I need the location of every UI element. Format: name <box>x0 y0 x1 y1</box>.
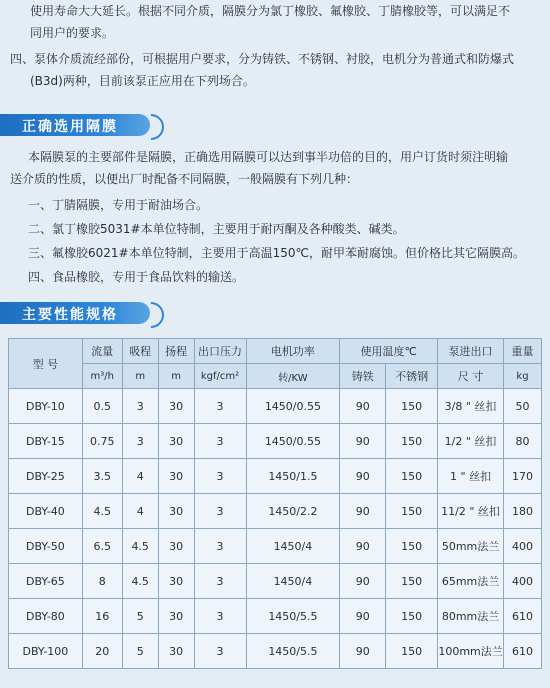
cell-suction: 4.5 <box>122 529 158 564</box>
header-outlet-pressure-unit: kgf/cm² <box>194 364 246 389</box>
cell-weight: 610 <box>504 599 542 634</box>
cell-flow: 4.5 <box>82 494 122 529</box>
cell-motor-power: 1450/4 <box>246 564 340 599</box>
cell-outlet-pressure: 3 <box>194 564 246 599</box>
cell-weight: 170 <box>504 459 542 494</box>
header-flow-unit: m³/h <box>82 364 122 389</box>
diaphragm-type-item: 四、食品橡胶，专用于食品饮料的输送。 <box>28 270 245 284</box>
cell-motor-power: 1450/0.55 <box>246 424 340 459</box>
header-flow: 流量 <box>82 339 122 364</box>
section-paragraph-line: 送介质的性质，以便出厂时配备不同隔膜，一般隔膜有下列几种： <box>10 172 359 186</box>
section-header-diaphragm <box>0 114 150 136</box>
intro-line: (B3d)两种，目前该泵正应用在下列场合。 <box>30 74 255 88</box>
cell-temp-iron: 90 <box>340 424 386 459</box>
table-row <box>9 564 542 599</box>
cell-head: 30 <box>158 494 194 529</box>
cell-temp-steel: 150 <box>386 529 438 564</box>
cell-flow: 6.5 <box>82 529 122 564</box>
cell-port-size: 80mm法兰 <box>438 599 504 634</box>
cell-head: 30 <box>158 634 194 669</box>
cell-suction: 5 <box>122 599 158 634</box>
cell-temp-iron: 90 <box>340 389 386 424</box>
cell-suction: 4.5 <box>122 564 158 599</box>
cell-weight: 400 <box>504 529 542 564</box>
cell-temp-steel: 150 <box>386 424 438 459</box>
cell-model: DBY-15 <box>9 424 83 459</box>
header-head-unit: m <box>158 364 194 389</box>
cell-outlet-pressure: 3 <box>194 494 246 529</box>
cell-head: 30 <box>158 459 194 494</box>
cell-temp-steel: 150 <box>386 459 438 494</box>
table-row <box>9 529 542 564</box>
cell-weight: 180 <box>504 494 542 529</box>
cell-outlet-pressure: 3 <box>194 459 246 494</box>
cell-motor-power: 1450/4 <box>246 529 340 564</box>
header-temp-iron: 铸铁 <box>340 364 386 389</box>
cell-port-size: 50mm法兰 <box>438 529 504 564</box>
cell-temp-steel: 150 <box>386 494 438 529</box>
cell-motor-power: 1450/2.2 <box>246 494 340 529</box>
section-title: 主要性能规格 <box>22 307 118 323</box>
table-row <box>9 634 542 669</box>
cell-head: 30 <box>158 599 194 634</box>
cell-flow: 0.5 <box>82 389 122 424</box>
cell-temp-steel: 150 <box>386 599 438 634</box>
spec-table <box>8 338 542 669</box>
cell-motor-power: 1450/5.5 <box>246 634 340 669</box>
header-weight: 重量 <box>504 339 542 364</box>
cell-outlet-pressure: 3 <box>194 424 246 459</box>
cell-suction: 5 <box>122 634 158 669</box>
cell-flow: 16 <box>82 599 122 634</box>
cell-temp-iron: 90 <box>340 599 386 634</box>
cell-weight: 400 <box>504 564 542 599</box>
cell-model: DBY-50 <box>9 529 83 564</box>
cell-motor-power: 1450/1.5 <box>246 459 340 494</box>
cell-suction: 3 <box>122 424 158 459</box>
cell-temp-steel: 150 <box>386 389 438 424</box>
cell-head: 30 <box>158 389 194 424</box>
cell-temp-iron: 90 <box>340 529 386 564</box>
header-port-size: 尺 寸 <box>438 364 504 389</box>
cell-model: DBY-80 <box>9 599 83 634</box>
cell-weight: 50 <box>504 389 542 424</box>
cell-outlet-pressure: 3 <box>194 529 246 564</box>
cell-temp-steel: 150 <box>386 564 438 599</box>
cell-head: 30 <box>158 564 194 599</box>
cell-head: 30 <box>158 529 194 564</box>
cell-model: DBY-65 <box>9 564 83 599</box>
cell-temp-iron: 90 <box>340 564 386 599</box>
header-port: 泵进出口 <box>438 339 504 364</box>
table-row <box>9 494 542 529</box>
table-row <box>9 424 542 459</box>
cell-weight: 80 <box>504 424 542 459</box>
cell-outlet-pressure: 3 <box>194 599 246 634</box>
header-motor-power: 电机功率 <box>246 339 340 364</box>
section-header-specs <box>0 302 150 324</box>
cell-model: DBY-10 <box>9 389 83 424</box>
cell-temp-iron: 90 <box>340 494 386 529</box>
cell-port-size: 65mm法兰 <box>438 564 504 599</box>
header-temp: 使用温度℃ <box>340 339 438 364</box>
table-row <box>9 389 542 424</box>
cell-temp-iron: 90 <box>340 459 386 494</box>
cell-port-size: 100mm法兰 <box>438 634 504 669</box>
diaphragm-type-item: 三、氟橡胶6021#本单位特制，主要用于高温150℃，耐甲苯耐腐蚀。但价格比其它隔膜高。 <box>28 246 525 260</box>
intro-line: 使用寿命大大延长。根据不同介质，隔膜分为氯丁橡胶、氟橡胶、丁腈橡胶等，可以满足不 <box>30 4 511 18</box>
cell-temp-iron: 90 <box>340 634 386 669</box>
cell-flow: 8 <box>82 564 122 599</box>
cell-suction: 3 <box>122 389 158 424</box>
cell-head: 30 <box>158 424 194 459</box>
cell-weight: 610 <box>504 634 542 669</box>
cell-model: DBY-40 <box>9 494 83 529</box>
cell-model: DBY-25 <box>9 459 83 494</box>
header-temp-steel: 不锈钢 <box>386 364 438 389</box>
header-head: 扬程 <box>158 339 194 364</box>
cell-motor-power: 1450/0.55 <box>246 389 340 424</box>
section-title: 正确选用隔膜 <box>22 119 118 135</box>
cell-port-size: 3/8 " 丝扣 <box>438 389 504 424</box>
table-row <box>9 599 542 634</box>
table-row <box>9 459 542 494</box>
diaphragm-type-item: 一、丁腈隔膜，专用于耐油场合。 <box>28 198 209 212</box>
header-suction: 吸程 <box>122 339 158 364</box>
cell-port-size: 11/2 " 丝扣 <box>438 494 504 529</box>
cell-flow: 20 <box>82 634 122 669</box>
cell-port-size: 1 " 丝扣 <box>438 459 504 494</box>
intro-line: 四、泵体介质流经部份，可根据用户要求，分为铸铁、不锈钢、衬胶，电机分为普通式和防爆式 <box>10 52 515 66</box>
cell-suction: 4 <box>122 494 158 529</box>
cell-port-size: 1/2 " 丝扣 <box>438 424 504 459</box>
intro-line: 同用户的要求。 <box>30 26 115 40</box>
cell-flow: 3.5 <box>82 459 122 494</box>
cell-temp-steel: 150 <box>386 634 438 669</box>
cell-outlet-pressure: 3 <box>194 389 246 424</box>
header-model: 型 号 <box>9 339 83 389</box>
header-motor-power-unit: 转/KW <box>246 364 340 389</box>
cell-suction: 4 <box>122 459 158 494</box>
cell-flow: 0.75 <box>82 424 122 459</box>
cell-outlet-pressure: 3 <box>194 634 246 669</box>
diaphragm-type-item: 二、氯丁橡胶5031#本单位特制，主要用于耐丙酮及各种酸类、碱类。 <box>28 222 405 236</box>
header-weight-unit: kg <box>504 364 542 389</box>
cell-motor-power: 1450/5.5 <box>246 599 340 634</box>
section-paragraph-line: 本隔膜泵的主要部件是隔膜，正确选用隔膜可以达到事半功倍的目的，用户订货时须注明输 <box>28 150 509 164</box>
header-suction-unit: m <box>122 364 158 389</box>
spec-table-body <box>9 389 542 669</box>
header-outlet-pressure: 出口压力 <box>194 339 246 364</box>
cell-model: DBY-100 <box>9 634 83 669</box>
